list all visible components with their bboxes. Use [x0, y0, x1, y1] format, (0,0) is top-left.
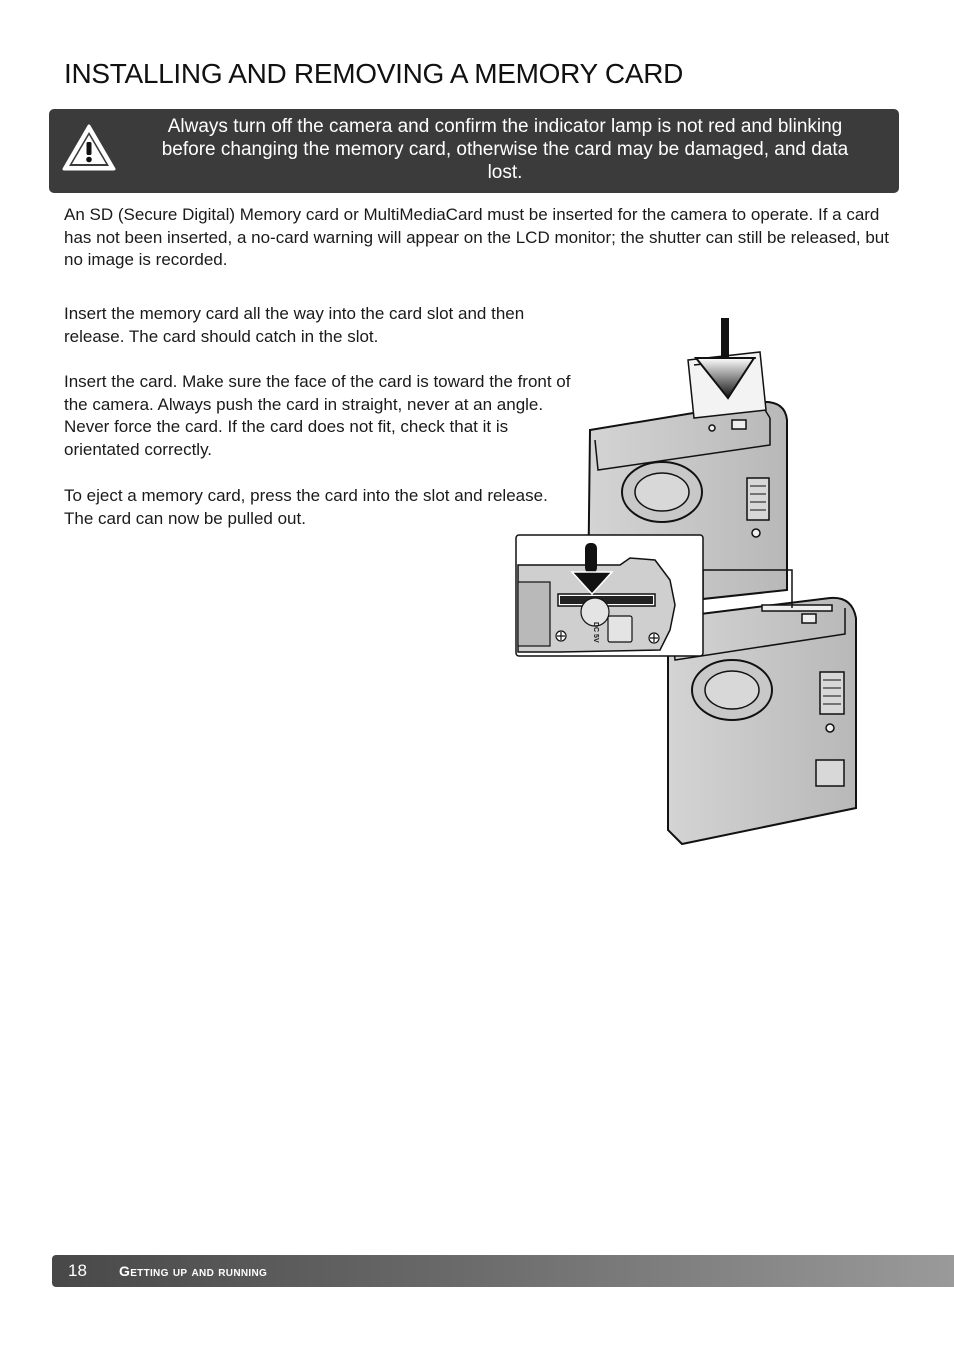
footer-bar: [52, 1255, 954, 1287]
page-number: 18: [68, 1261, 87, 1280]
warning-box: [49, 109, 899, 193]
dc-5v-label: DC 5V: [592, 622, 599, 643]
camera-card-illustration: [510, 312, 860, 852]
page-title: INSTALLING AND REMOVING A MEMORY CARD: [64, 58, 684, 89]
warning-text: Always turn off the camera and confirm the indicator lamp is not red and blinking before changing the memory card, otherwise the card may be damaged, and data lost.: [161, 116, 849, 183]
section-name: Getting up and running: [119, 1263, 268, 1279]
intro-paragraph: An SD (Secure Digital) Memory card or MultiMediaCard must be inserted for the camera to operate. If a card has not been inserted, a no-card warning will appear on the LCD monitor; the shutter can still be released, but no image is recorded.: [64, 205, 889, 269]
instruction-eject-paragraph: To eject a memory card, press the card into the slot and release. The card can now be pulled out.: [64, 486, 548, 528]
warning-triangle-icon: [61, 123, 117, 173]
card-slot-inset: [516, 535, 703, 656]
instruction-orientation-paragraph: Insert the card. Make sure the face of the card is toward the front of the camera. Always push the card in straight, never at an angle. Never force the card. If the card does not fit, check that it is orientated correctly.: [64, 372, 571, 459]
instruction-insert-paragraph: Insert the memory card all the way into the card slot and then release. The card should catch in the slot.: [64, 304, 525, 346]
